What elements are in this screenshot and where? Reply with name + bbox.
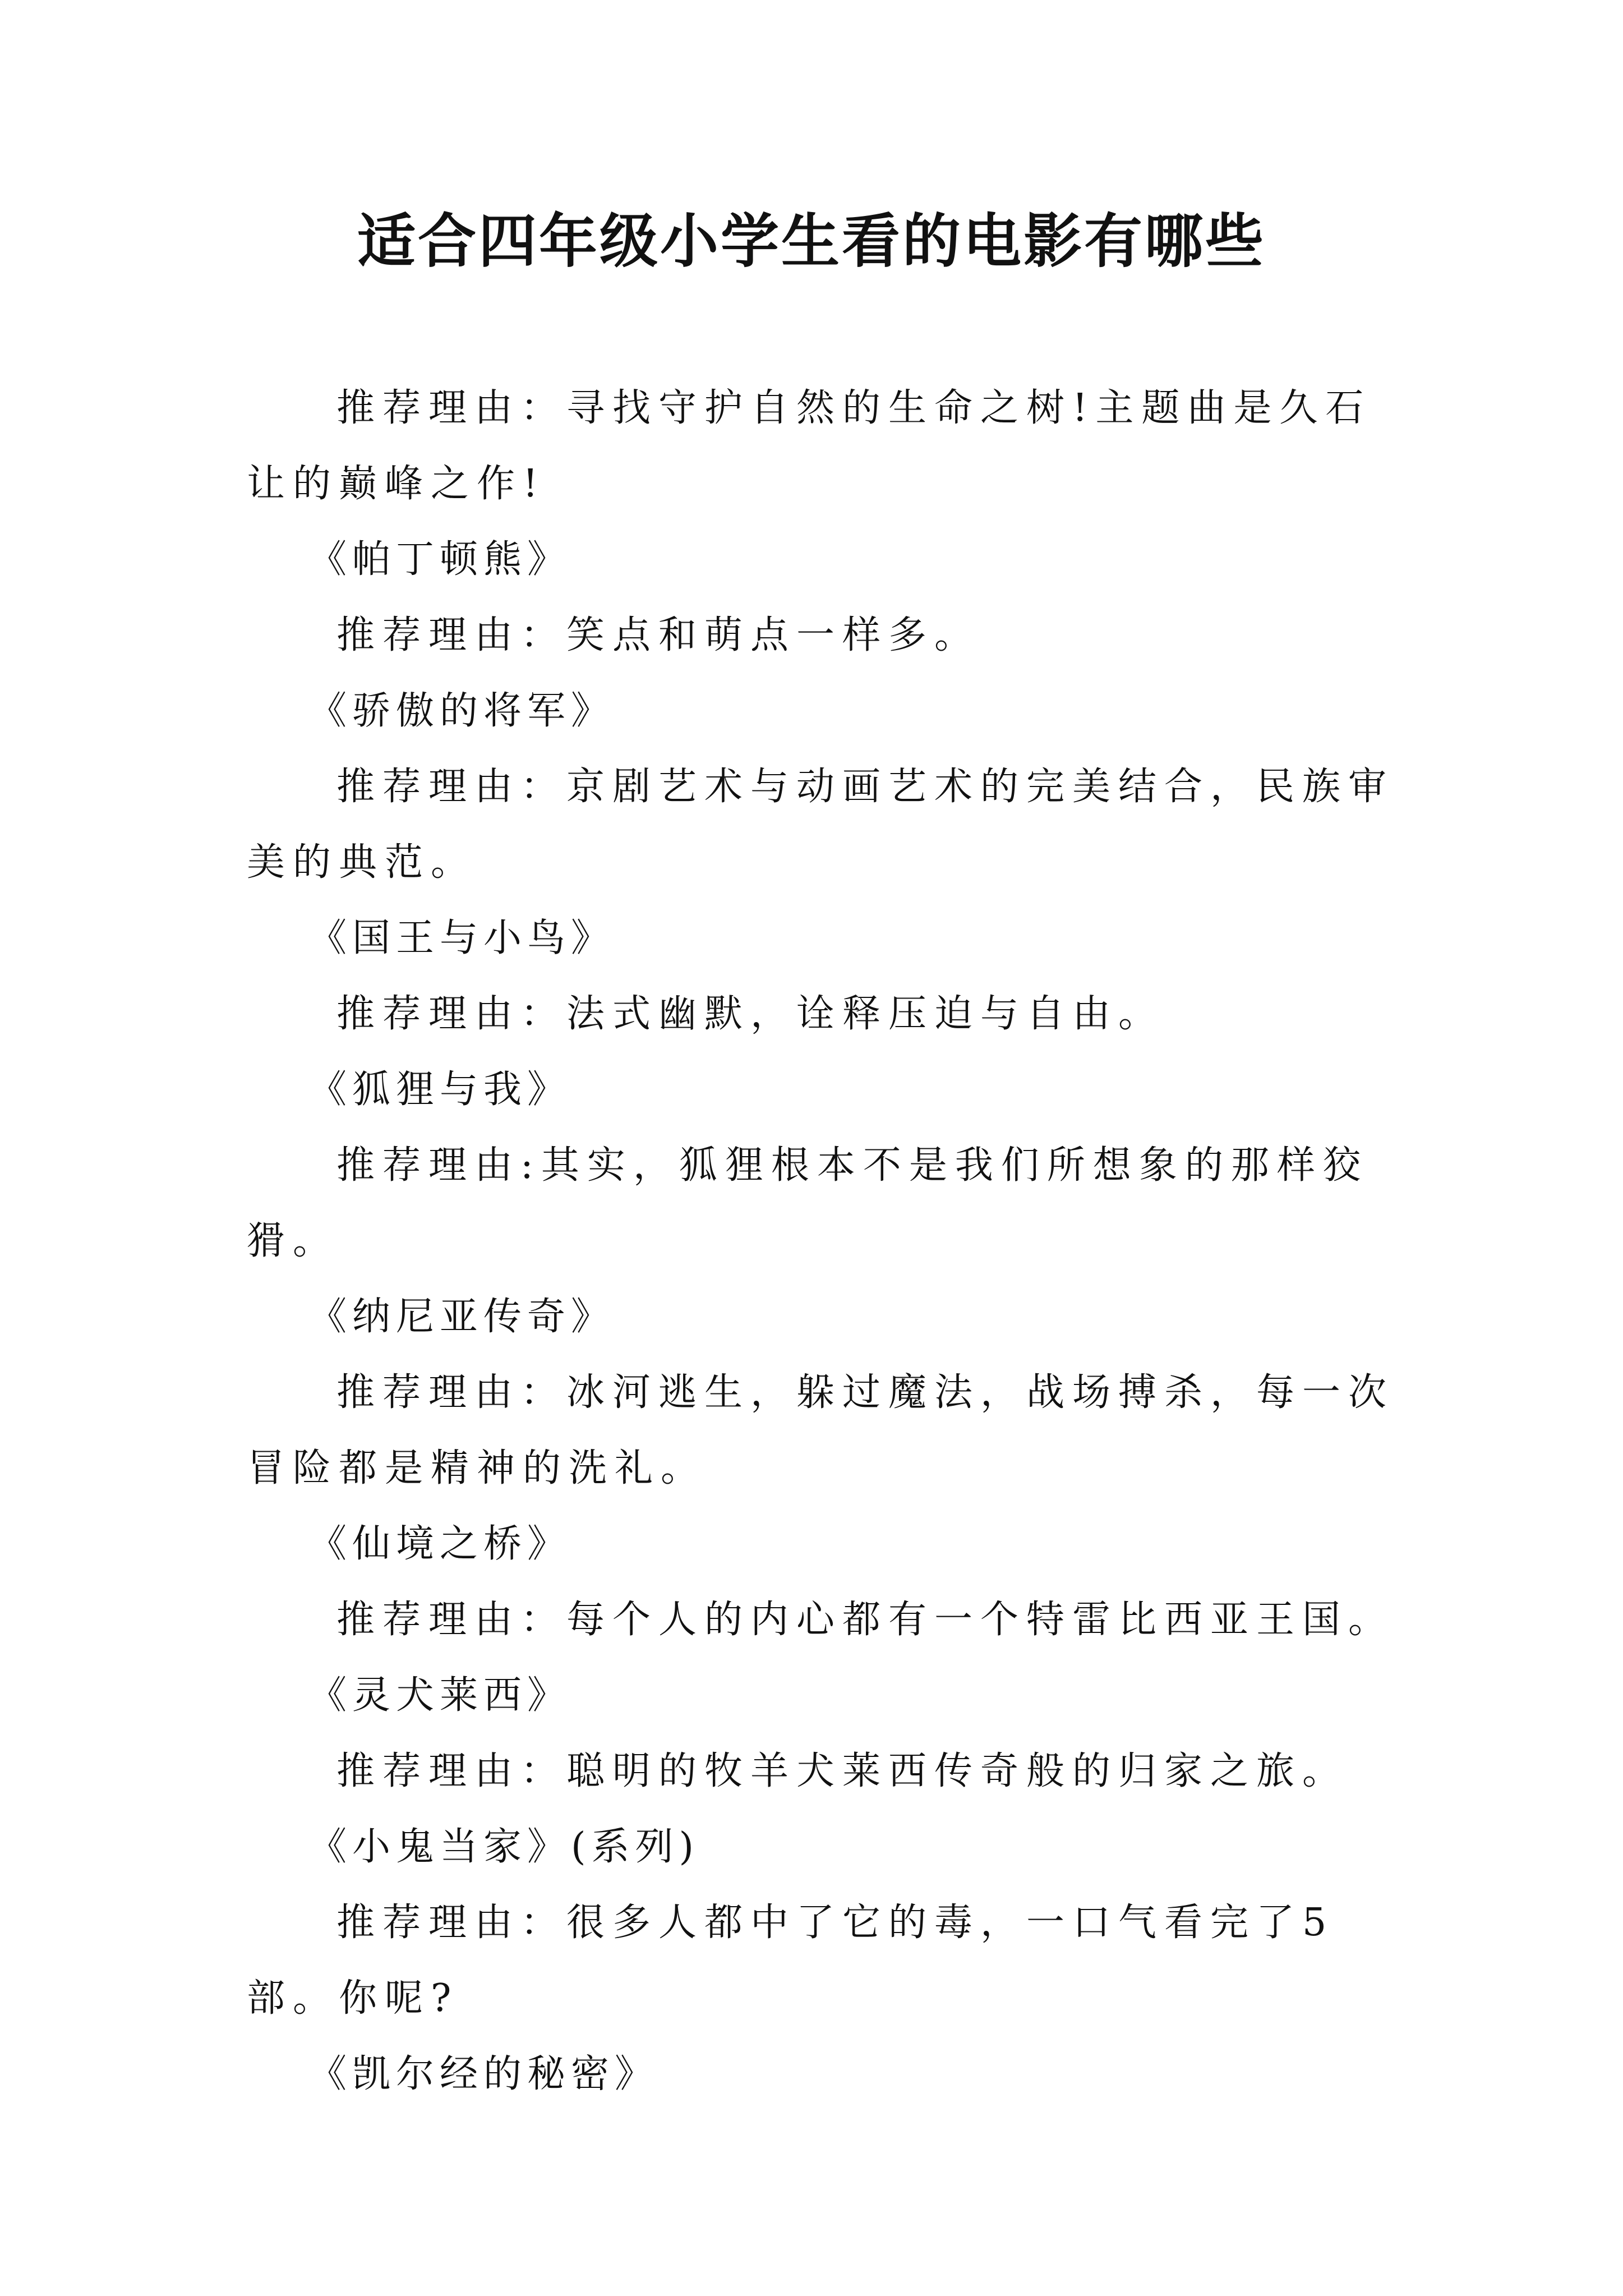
movie-title: 《凯尔经的秘密》: [308, 2052, 659, 2096]
movie-title: 《狐狸与我》: [308, 1068, 571, 1112]
document-body: [247, 370, 1396, 2112]
recommendation-reason: 推荐理由:其实，狐狸根本不是我们所想象的那样狡猾。: [247, 1143, 1369, 1263]
recommendation-reason: 推荐理由：每个人的内心都有一个特雷比西亚王国。: [336, 1598, 1395, 1642]
page-title: 适合四年级小学生看的电影有哪些: [357, 206, 1266, 275]
movie-title: 《纳尼亚传奇》: [308, 1295, 615, 1339]
recommendation-reason: 推荐理由：很多人都中了它的毒，一口气看完了5部。你呢?: [247, 1901, 1335, 2021]
recommendation-reason: 推荐理由：冰河逃生，躲过魔法，战场搏杀，每一次冒险都是精神的洗礼。: [247, 1370, 1395, 1490]
movie-title: 《帕丁顿熊》: [308, 537, 571, 582]
movie-title: 《仙境之桥》: [308, 1522, 571, 1566]
movie-title: 《灵犬莱西》: [308, 1673, 571, 1718]
movie-title: 《小鬼当家》(系列): [308, 1825, 700, 1869]
recommendation-reason: 推荐理由：法式幽默，诠释压迫与自由。: [336, 992, 1165, 1036]
recommendation-reason: 推荐理由：京剧艺术与动画艺术的完美结合，民族审美的典范。: [247, 765, 1395, 885]
movie-title: 《骄傲的将军》: [308, 689, 615, 733]
recommendation-reason: 推荐理由：聪明的牧羊犬莱西传奇般的归家之旅。: [336, 1749, 1349, 1793]
movie-title: 《国王与小鸟》: [308, 916, 615, 960]
recommendation-reason: 推荐理由：寻找守护自然的生命之树!主题曲是久石让的巅峰之作!: [247, 386, 1372, 506]
recommendation-reason: 推荐理由：笑点和萌点一样多。: [336, 613, 981, 657]
